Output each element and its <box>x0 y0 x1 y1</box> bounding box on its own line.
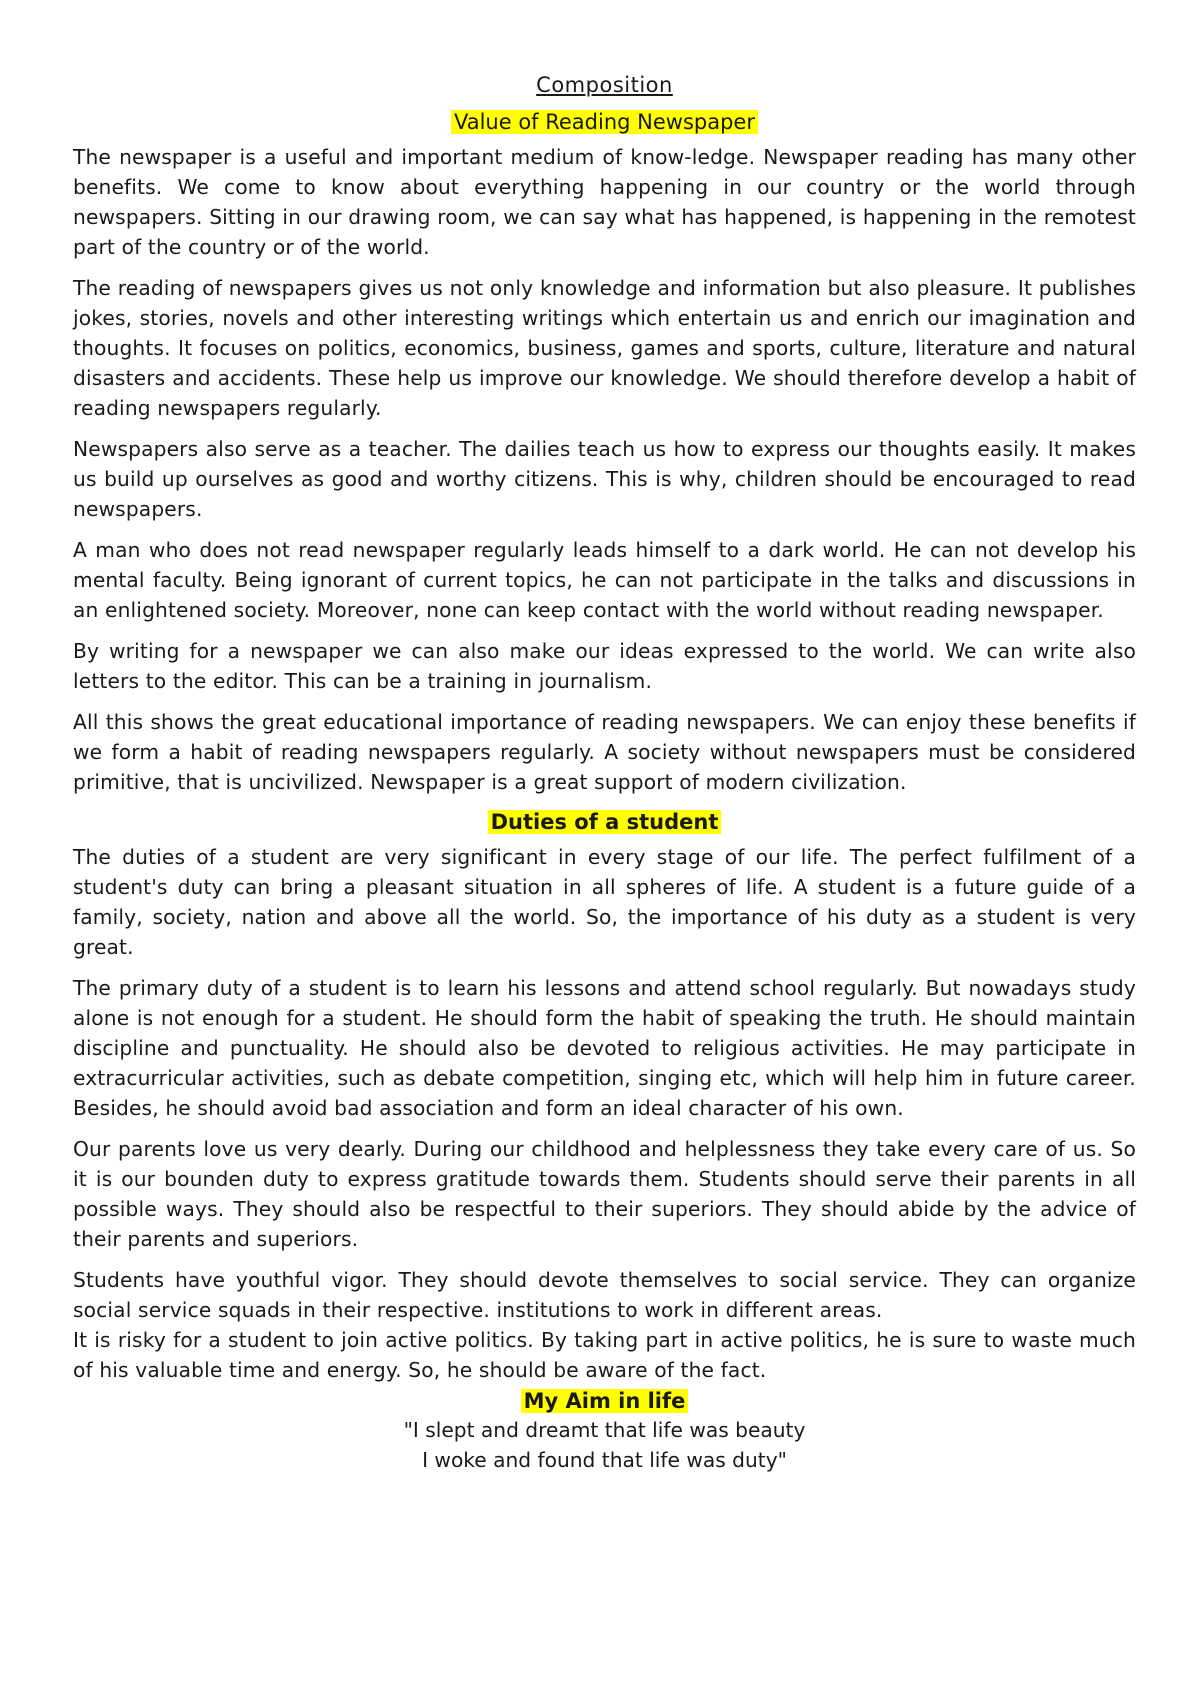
section-heading-aim <box>73 1387 1136 1415</box>
paragraph: The newspaper is a useful and important medium of know-ledge. Newspaper reading has many other benefits. We come to know about everything happening in our country or the world through newspapers. Sitting in our drawing room, we can say what has happened, is happening in the remotest part of the country or of the world. <box>73 145 1136 259</box>
section-heading-label: My Aim in life <box>521 1389 689 1413</box>
paragraph: The reading of newspapers gives us not only knowledge and information but also pleasure. It publishes jokes, stories, novels and other interesting writings which entertain us and enrich our imagination and thoughts. It focuses on politics, economics, business, games and sports, culture, literature and natural disasters and accidents. These help us improve our knowledge. We should therefore develop a habit of reading newspapers regularly. <box>73 276 1136 420</box>
document-title: Composition <box>536 73 673 97</box>
paragraph: It is risky for a student to join active politics. By taking part in active politics, he is sure to waste much of his valuable time and energy. So, he should be aware of the fact. <box>73 1328 1136 1382</box>
paragraph: The duties of a student are very significant in every stage of our life. The perfect fulfilment of a student's duty can bring a pleasant situation in all spheres of life. A student is a future guide of a family, society, nation and above all the world. So, the importance of his duty as a student is very great. <box>73 845 1136 959</box>
paragraph: A man who does not read newspaper regularly leads himself to a dark world. He can not develop his mental faculty. Being ignorant of current topics, he can not participate in the talks and discussions in an enlightened society. Moreover, none can keep contact with the world without reading newspaper. <box>73 538 1136 622</box>
paragraph: The primary duty of a student is to learn his lessons and attend school regularly. But nowadays study alone is not enough for a student. He should form the habit of speaking the truth. He should maintain discipline and punctuality. He should also be devoted to religious activities. He may participate in extracurricular activities, such as debate competition, singing etc, which will help him in future career. Besides, he should avoid bad association and form an ideal character of his own. <box>73 976 1136 1120</box>
section-heading-label: Duties of a student <box>488 810 722 834</box>
paragraph: All this shows the great educational importance of reading newspapers. We can enjoy these benefits if we form a habit of reading newspapers regularly. A society without newspapers must be considered primitive, that is uncivilized. Newspaper is a great support of modern civilization. <box>73 710 1136 794</box>
quote-line: "I slept and dreamt that life was beauty <box>403 1418 806 1442</box>
quote-line: I woke and found that life was duty" <box>422 1448 787 1472</box>
paragraph: Our parents love us very dearly. During our childhood and helplessness they take every care of us. So it is our bounden duty to express gratitude towards them. Students should serve their parents in all possible ways. They should also be respectful to their superiors. They should abide by the advice of their parents and superiors. <box>73 1137 1136 1251</box>
section-heading-label: Value of Reading Newspaper <box>451 110 758 134</box>
paragraph: By writing for a newspaper we can also make our ideas expressed to the world. We can write also letters to the editor. This can be a training in journalism. <box>73 639 1136 693</box>
section-heading-newspaper <box>73 108 1136 136</box>
document-page <box>73 70 1136 1475</box>
paragraph: Students have youthful vigor. They should devote themselves to social service. They can organize social service squads in their respective. institutions to work in different areas. <box>73 1268 1136 1322</box>
paragraph: Newspapers also serve as a teacher. The dailies teach us how to express our thoughts easily. It makes us build up ourselves as good and worthy citizens. This is why, children should be encouraged to read newspapers. <box>73 437 1136 521</box>
section-heading-duties <box>73 808 1136 836</box>
